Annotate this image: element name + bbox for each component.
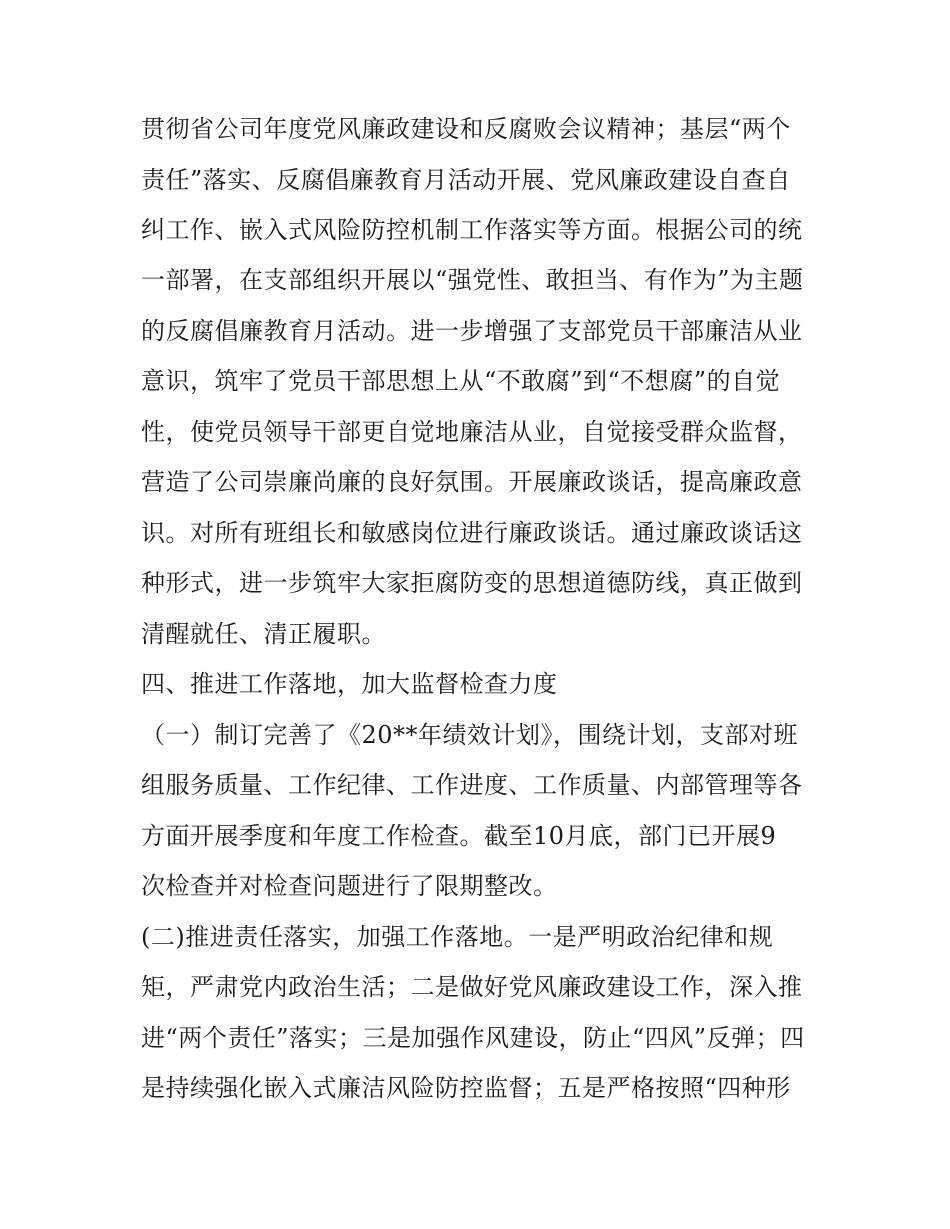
text-line: 的反腐倡廉教育月活动。进一步增强了支部党员干部廉洁从业 xyxy=(141,317,803,345)
text-line: 识。对所有班组长和敏感岗位进行廉政谈话。通过廉政谈话这 xyxy=(141,519,803,547)
text-line: 种形式，进一步筑牢大家拒腐防变的思想道德防线，真正做到 xyxy=(141,569,803,597)
text-line: 次检查并对检查问题进行了限期整改。 xyxy=(141,872,558,900)
text-line: 贯彻省公司年度党风廉政建设和反腐败会议精神；基层“两个 xyxy=(141,115,791,143)
text-line: 进“两个责任”落实；三是加强作风建设，防止“四风”反弹；四 xyxy=(141,1024,805,1052)
text-line: 一部署，在支部组织开展以“强党性、敢担当、有作为”为主题 xyxy=(141,266,804,294)
text-line: 组服务质量、工作纪律、工作进度、工作质量、内部管理等各 xyxy=(141,771,803,799)
text-line: 矩，严肃党内政治生活；二是做好党风廉政建设工作，深入推 xyxy=(141,973,803,1001)
text-line: 责任”落实、反腐倡廉教育月活动开展、党风廉政建设自查自 xyxy=(141,166,791,194)
text-line: 方面开展季度和年度工作检查。截至10月底，部门已开展9 xyxy=(141,822,777,850)
text-line: (二)推进责任落实，加强工作落地。一是严明政治纪律和规 xyxy=(141,923,774,951)
text-line: 纠工作、嵌入式风险防控机制工作落实等方面。根据公司的统 xyxy=(141,216,803,244)
text-line: （一）制订完善了《20**年绩效计划》，围绕计划，支部对班 xyxy=(141,721,799,749)
text-line: 营造了公司崇廉尚廉的良好氛围。开展廉政谈话，提高廉政意 xyxy=(141,468,803,496)
text-line: 是持续强化嵌入式廉洁风险防控监督；五是严格按照“四种形 xyxy=(141,1074,791,1102)
text-line: 性，使党员领导干部更自觉地廉洁从业，自觉接受群众监督， xyxy=(141,418,803,446)
text-line: 意识，筑牢了党员干部思想上从“不敢腐”到“不想腐”的自觉 xyxy=(141,367,781,395)
section-heading: 四、推进工作落地，加大监督检查力度 xyxy=(141,670,558,698)
text-line: 清醒就任、清正履职。 xyxy=(141,620,386,648)
